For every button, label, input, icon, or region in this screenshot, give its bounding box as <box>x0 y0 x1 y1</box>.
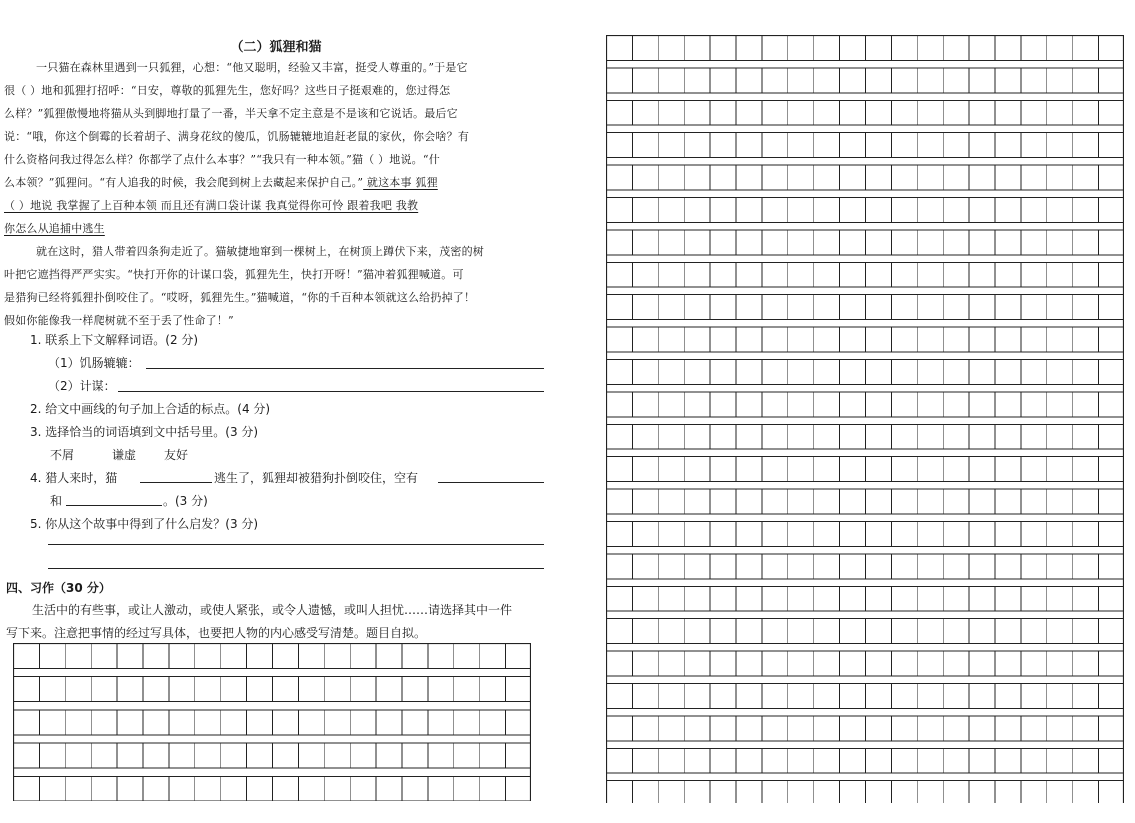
word-option-2: 谦虚 <box>112 448 137 462</box>
answer-line-4c[interactable] <box>66 505 162 506</box>
underlined-sentence-start: 就这本事 狐狸 <box>363 176 438 189</box>
answer-line-1a[interactable] <box>146 368 544 369</box>
question-1a-label: （1）饥肠辘辘： <box>48 356 140 370</box>
p1-line-2: 很（ ）地和狐狸打招呼：“日安，尊敬的狐狸先生，您好吗？这些日子挺艰难的，您过得怎 <box>4 84 451 97</box>
underlined-sentence-line-2: 你怎么从追捕中逃生 <box>4 222 105 235</box>
answer-line-5a[interactable] <box>48 544 544 545</box>
p2-line-3: 是猎狗已经将狐狸扑倒咬住了。“哎呀，狐狸先生。”猫喊道，“你的千百种本领就这么给扔掉了！ <box>4 291 476 304</box>
underlined-sentence-line-1: （ ）地说 我掌握了上百种本领 而且还有满口袋计谋 我真觉得你可怜 跟着我吧 我教 <box>4 199 419 212</box>
question-2: 2. 给文中画线的句子加上合适的标点。(4 分) <box>30 402 271 416</box>
p1-line-3: 么样？”狐狸傲慢地将猫从头到脚地打量了一番，半天拿不定主意是不是该和它说话。最后它 <box>4 107 458 120</box>
answer-line-5b[interactable] <box>48 568 544 569</box>
writing-prompt-line-2: 写下来。注意把事情的经过写具体，也要把人物的内心感受写清楚。题目自拟。 <box>6 626 427 640</box>
writing-prompt-line-1: 生活中的有些事，或让人激动，或使人紧张，或令人遗憾，或叫人担忧……请选择其中一件 <box>32 603 513 617</box>
word-option-1: 不屑 <box>50 448 75 462</box>
p1-line-4: 说：“哦，你这个倒霉的长着胡子、满身花纹的傻瓜，饥肠辘辘地追赶老鼠的家伙，你会啥？有 <box>4 130 470 143</box>
p1-line-1: 一只猫在森林里遇到一只狐狸，心想：“他又聪明，经验又丰富，挺受人尊重的。”于是它 <box>36 61 468 74</box>
question-1: 1. 联系上下文解释词语。(2 分) <box>30 333 199 347</box>
question-4-part-d: 。(3 分) <box>163 494 208 508</box>
question-4-part-a: 4. 猎人来时，猫 <box>30 471 118 485</box>
question-4-part-c: 和 <box>50 494 63 508</box>
p2-line-4: 假如你能像我一样爬树就不至于丢了性命了！” <box>4 314 234 327</box>
p1-line-6-text: 么本领？”狐狸问。“有人追我的时候，我会爬到树上去藏起来保护自己。” <box>4 176 364 189</box>
writing-grid-left[interactable] <box>13 643 531 801</box>
answer-line-4a[interactable] <box>140 482 212 483</box>
p1-line-5: 什么资格问我过得怎么样？你都学了点什么本事？”“我只有一种本领。”猫（ ）地说。“什 <box>4 153 440 166</box>
writing-grid-right[interactable] <box>606 35 1124 803</box>
p2-line-1: 就在这时，猎人带着四条狗走近了。猫敏捷地窜到一棵树上，在树顶上蹲伏下来，茂密的树 <box>36 245 484 258</box>
question-4-part-b: 逃生了，狐狸却被猎狗扑倒咬住，空有 <box>214 471 419 485</box>
question-5: 5. 你从这个故事中得到了什么启发？(3 分) <box>30 517 259 531</box>
answer-line-4b[interactable] <box>438 482 544 483</box>
word-option-3: 友好 <box>164 448 189 462</box>
answer-line-1b[interactable] <box>118 391 544 392</box>
p1-line-6 <box>4 174 438 190</box>
writing-heading: 四、习作（30 分） <box>6 581 111 595</box>
p2-line-2: 叶把它遮挡得严严实实。“快打开你的计谋口袋，狐狸先生，快打开呀！”猫冲着狐狸喊道。可 <box>4 268 464 281</box>
story-title: （二）狐狸和猫 <box>230 40 322 55</box>
question-1b-label: （2）计谋： <box>48 379 116 393</box>
question-3: 3. 选择恰当的词语填到文中括号里。(3 分) <box>30 425 259 439</box>
